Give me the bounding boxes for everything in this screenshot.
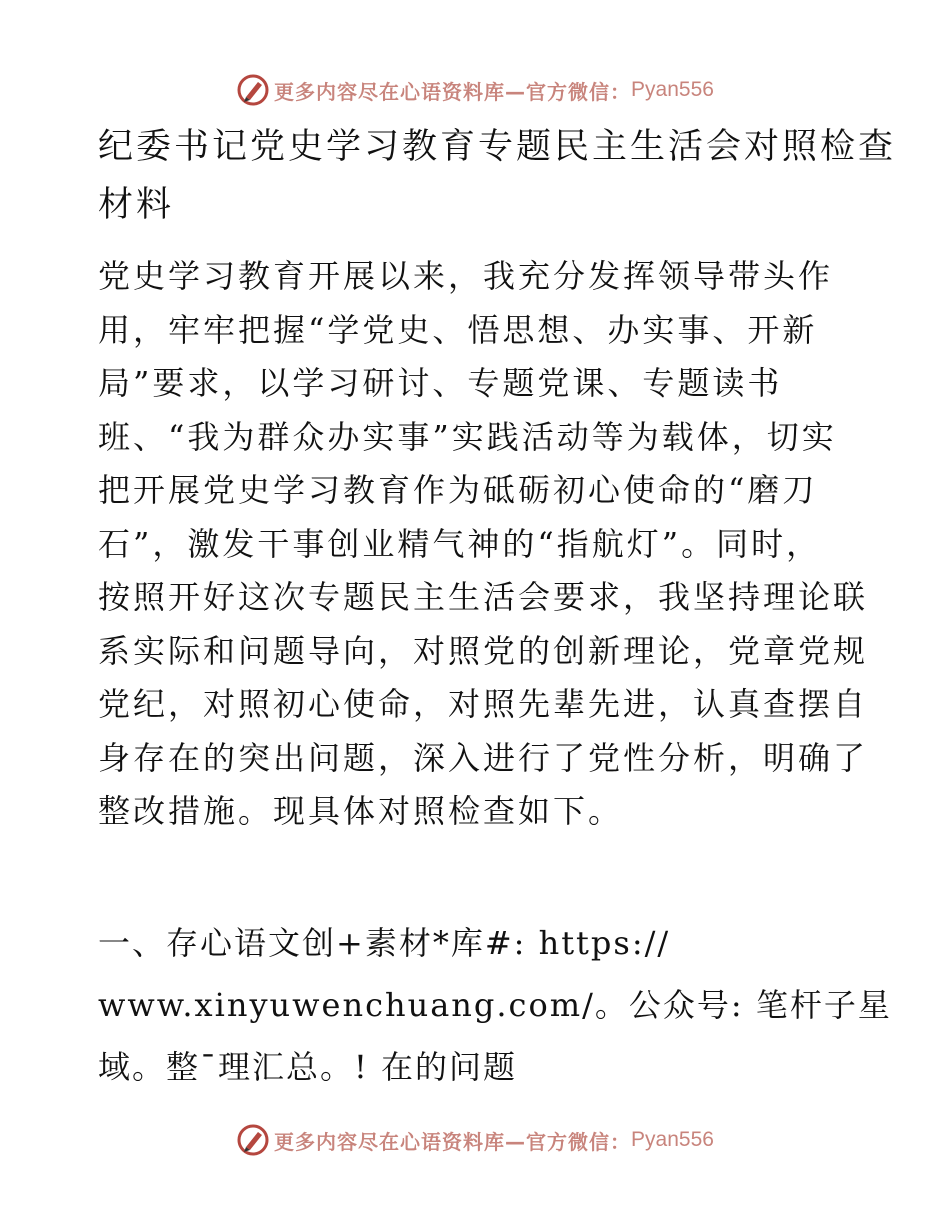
watermark-account: Pyan556: [631, 1128, 714, 1151]
paragraph-line: 把开展党史学习教育作为砥砺初心使命的“磨刀: [98, 471, 818, 509]
pen-logo-icon: [236, 73, 270, 107]
watermark-text: 更多内容尽在心语资料库—官方微信：: [274, 1129, 632, 1154]
paragraph-line: 局”要求，以学习研讨、专题党课、专题读书: [98, 364, 783, 402]
pen-logo-icon: [236, 1123, 270, 1157]
paragraph-line: 按照开好这次专题民主生活会要求，我坚持理论联: [98, 578, 869, 616]
paragraph-line: 整改措施。现具体对照检查如下。: [98, 792, 624, 830]
watermark-account: Pyan556: [631, 78, 714, 101]
title-line: 材料: [98, 185, 175, 225]
paragraph-line: 党史学习教育开展以来，我充分发挥领导带头作: [98, 257, 834, 295]
watermark-banner-top: [0, 70, 950, 110]
paragraph-line: 系实际和问题导向，对照党的创新理论，党章党规: [98, 631, 869, 670]
section-heading: [98, 912, 892, 1098]
watermark-text: 更多内容尽在心语资料库—官方微信：: [274, 79, 632, 104]
document-title: [98, 118, 897, 234]
paragraph-line: 用，牢牢把握“学党史、悟思想、办实事、开新: [98, 310, 818, 349]
paragraph-line: 班、“我为群众办实事”实践活动等为载体，切实: [98, 417, 837, 456]
section-line: www.xinyuwenchuang.com/。公众号: 笔杆子星: [98, 986, 892, 1024]
section-line: 域。整¯理汇总。! 在的问题: [98, 1048, 518, 1086]
paragraph-line: 党纪，对照初心使命，对照先辈先进，认真查摆自: [98, 685, 869, 723]
watermark-banner-bottom: [0, 1120, 950, 1160]
title-line: 纪委书记党史学习教育专题民主生活会对照检查: [98, 127, 897, 167]
intro-paragraph: [98, 250, 869, 839]
section-line: 一、存心语文创+素材*库#: https://: [98, 924, 671, 962]
paragraph-line: 石”，激发干事创业精气神的“指航灯”。同时，: [98, 524, 822, 563]
paragraph-line: 身存在的突出问题，深入进行了党性分析，明确了: [98, 738, 869, 777]
